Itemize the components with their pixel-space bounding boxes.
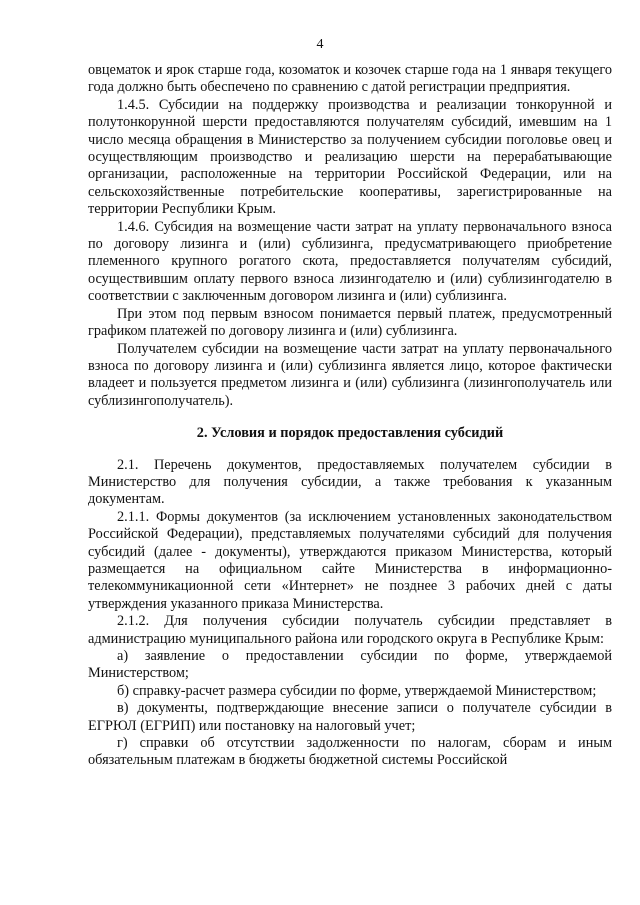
paragraph-2-1-1: 2.1.1. Формы документов (за исключением установленных законодательством Российской Федерации), представляемых получателями субсидий для получения субсидий (далее - документы), утверждаются приказом Министерства, который размещается на официальном сайте Министерства в информационно-телекоммуникационной сети «Интернет» не позднее 3 рабочих дней с даты утверждения указанного приказа Министерства.: [88, 508, 612, 612]
section-heading: 2. Условия и порядок предоставления субсидий: [196, 425, 504, 442]
page-number: 4: [316, 37, 324, 52]
paragraph-2-1: 2.1. Перечень документов, предоставляемых получателем субсидии в Министерство для получения субсидии, а также требования к указанным документам.: [88, 456, 612, 508]
paragraph-1-4-6: 1.4.6. Субсидия на возмещение части затрат на уплату первоначального взноса по договору лизинга и (или) сублизинга, предусматривающего приобретение племенного крупного рогатого скота, предоставляется получателям субсидий, осуществившим оплату первого взноса лизингодателю и (или) сублизингодателю в соответствии с заключенным договором лизинга и (или) сублизинга.: [88, 218, 612, 305]
list-item-a: а) заявление о предоставлении субсидии по форме, утверждаемой Министерством;: [88, 648, 612, 682]
paragraph-continuation: овцематок и ярок старше года, козоматок и козочек старше года на 1 января текущего года должно быть обеспечено по сравнению с датой регистрации предприятия.: [88, 62, 612, 96]
list-item-v: в) документы, подтверждающие внесение записи о получателе субсидии в ЕГРЮЛ (ЕГРИП) или постановку на налоговый учет;: [88, 700, 612, 734]
paragraph-1-4-5: 1.4.5. Субсидии на поддержку производства и реализации тонкорунной и полутонкорунной шерсти предоставляются получателям субсидий, имевшим на 1 число месяца обращения в Министерство за получением субсидии поголовье овец и осуществляющим производство и реализацию шерсти на перерабатывающие организации, расположенные на территории Российской Федерации, или на сельскохозяйственные потребительские кооперативы, зарегистрированные на территории Республики Крым.: [88, 96, 612, 218]
list-item-g: г) справки об отсутствии задолженности по налогам, сборам и иным обязательным платежам в бюджеты бюджетной системы Российской: [88, 735, 612, 769]
paragraph-first-payment: При этом под первым взносом понимается первый платеж, предусмотренный графиком платежей по договору лизинга и (или) сублизинга.: [88, 305, 612, 340]
list-item-b: б) справку-расчет размера субсидии по форме, утверждаемой Министерством;: [117, 682, 597, 699]
paragraph-2-1-2: 2.1.2. Для получения субсидии получатель субсидии представляет в администрацию муниципального района или городского округа в Республике Крым:: [88, 613, 612, 647]
paragraph-recipients: Получателем субсидии на возмещение части затрат на уплату первоначального взноса по договору лизинга и (или) сублизинга является лицо, которое фактически владеет и пользуется предметом лизинга и (или) сублизинга (лизингополучатель или сублизингополучатель).: [88, 340, 612, 409]
page-content: [88, 62, 612, 770]
